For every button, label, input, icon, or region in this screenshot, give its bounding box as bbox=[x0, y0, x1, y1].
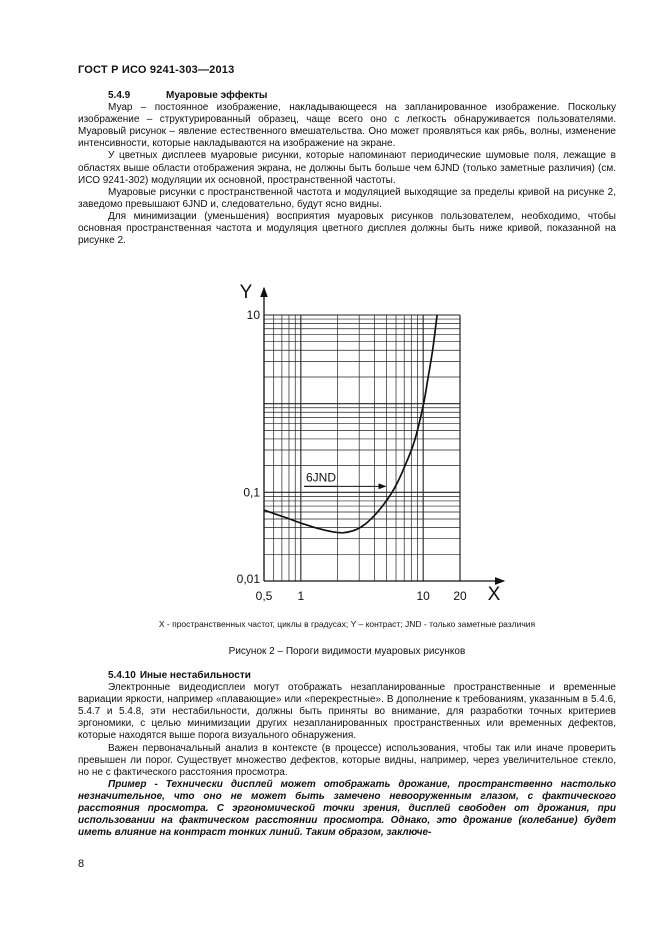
x-tick-label: 10 bbox=[416, 589, 430, 603]
paragraph: Муаровые рисунки с пространственной частота и модуляцией выходящие за пределы кривой на рисунке 2, заведомо превышают 6JND и, следовательно, будут ясно видны. bbox=[78, 186, 616, 210]
section-number: 5.4.9 bbox=[108, 90, 131, 101]
chart-svg bbox=[210, 276, 510, 606]
section-title: Иные нестабильности bbox=[139, 670, 251, 681]
y-tick-label: 0,01 bbox=[236, 572, 260, 586]
y-tick-label: 0,1 bbox=[243, 485, 260, 500]
paragraph: Электронные видеодисплеи могут отображать незапланированные пространственные и временные вариации яркости, например «плавающие» или «перекрестные». В дополнение к требованиям, указанным в 5.4.6, 5.4.7 и 5.4.8, эти нестабильности, должны быть приняты во внимание, для разработки точных критериев эргономики, с целью минимизации других незапланированных пространственных или временных дефектов, которые находятся выше порога визуального обнаружения. bbox=[78, 682, 616, 742]
paragraph: У цветных дисплеев муаровые рисунки, которые напоминают периодические шумовые поля, лежащие в областях выше области отображения экрана, не должны быть больше чем 6JND (только заметные различия) (см. ИСО 9241-302) модуляции их основной, пространственной частоты. bbox=[78, 150, 616, 186]
paragraph: Важен первоначальный анализ в контексте (в процессе) использования, чтобы так или иначе проверить превышен ли порог. Существует множество дефектов, которые видны, например, через увеличительное стекло, но не с фактического расстояния просмотра. bbox=[78, 742, 616, 778]
y-tick-label: 10 bbox=[246, 308, 260, 322]
chart-grid bbox=[264, 315, 460, 581]
example-paragraph: Пример - Технически дисплей может отображать дрожание, пространственно настолько незначительное, что оно не может быть замечено невооруженным глазом, с фактического расстояния просмотра. С эргономической точки зрения, дисплей свободен от дрожания, при использовании на фактическом расстоянии просмотра. Однако, это дрожание (колебание) будет иметь влияние на контраст тонких линий. Таким образом, заключе- bbox=[78, 778, 616, 839]
chart-annotations bbox=[304, 470, 385, 486]
moire-threshold-chart bbox=[210, 276, 510, 606]
section-heading bbox=[78, 670, 616, 682]
section-other-instabilities bbox=[78, 670, 616, 839]
x-tick-label: 20 bbox=[453, 589, 467, 603]
paragraph: Для минимизации (уменьшения) восприятия муаровых рисунков пользователем, необходимо, чтобы основная пространственная частота и модуляция цветного дисплея должны быть ниже кривой, показанной на рисунке 2. bbox=[78, 210, 616, 247]
document-header: ГОСТ Р ИСО 9241-303—2013 bbox=[78, 64, 235, 76]
section-title: Муаровые эффекты bbox=[166, 90, 268, 101]
page-number: 8 bbox=[78, 858, 85, 870]
x-tick-label: 0,5 bbox=[255, 589, 273, 603]
figure-legend: X - пространственных частот, циклы в градусах; Y – контраст; JND - только заметные различия bbox=[158, 619, 536, 629]
chart-axes bbox=[240, 282, 504, 605]
x-axis-name: X bbox=[487, 584, 501, 605]
section-moire bbox=[78, 90, 616, 247]
paragraph: Муар – постоянное изображение, накладывающееся на запланированное изображение. Поскольку изображение – структурированный образец, чаще всего оно с легкость обнаруживается пользователями. Муаровый рисунок – явление естественного вмешательства. Оно может проявляться как рябь, волны, изменение интенсивности, которые накладываются на изображение на экране. bbox=[78, 102, 616, 150]
y-axis-name: Y bbox=[239, 282, 253, 303]
figure-caption: Рисунок 2 – Пороги видимости муаровых рисунков bbox=[228, 646, 466, 657]
annotation-label: 6JND bbox=[306, 470, 337, 485]
section-heading bbox=[78, 90, 616, 102]
x-tick-label: 1 bbox=[297, 589, 305, 603]
section-number: 5.4.10 bbox=[108, 670, 136, 681]
